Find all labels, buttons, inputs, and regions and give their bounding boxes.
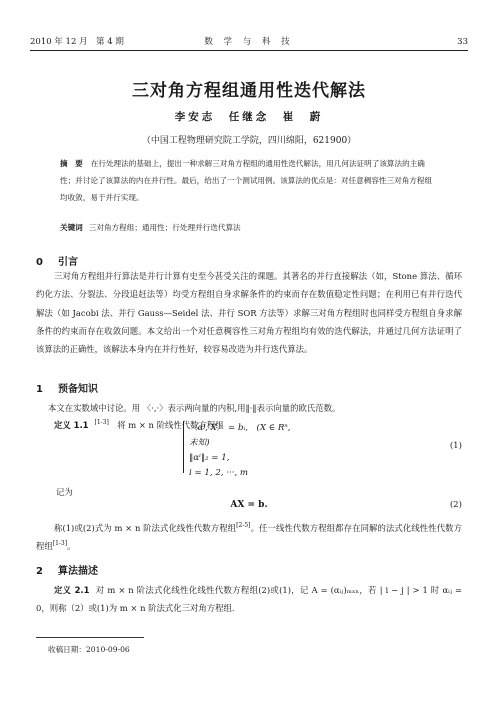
definition-label: 定义 1.1 — [54, 420, 89, 430]
citation: [1-3] — [52, 540, 68, 548]
citation: [1-3] — [94, 419, 109, 427]
citation: [2-5] — [236, 522, 251, 530]
paragraph-text: 。任一线性代数方程组都存在同解的法式化线性性代数方程组 — [36, 523, 463, 552]
header-page-number: 33 — [457, 37, 468, 47]
paper-affiliation: （中国工程物理研究院工学院，四川绵阳，621900） — [141, 136, 357, 146]
abstract-text: 在行处理法的基础上，提出一种求解三对角方程组的通用性迭代解法，用几何法证明了该算法的主确性；并讨论了该算法的内在并行性。最后，给出了一个测试用例。该算法的优点是：对任意稠容性三对角方程组均收敛，易于并行实现。 — [60, 159, 433, 202]
keywords — [60, 222, 438, 234]
section-title: 预备知识 — [58, 384, 98, 395]
section-title: 算法描述 — [58, 566, 98, 577]
section-number: 0 — [36, 257, 43, 268]
prelim-sentence: 本文在实数域中讨论。用 〈·,·〉表示两向量的内积,用‖·‖表示向量的欧氏范数。 — [48, 403, 341, 413]
paragraph-text: 称(1)或(2)式为 m × n 阶法式化线性代数方程组 — [54, 523, 237, 533]
paper-title: 三对角方程组通用性迭代解法 — [132, 81, 366, 101]
header-rule — [30, 50, 468, 51]
definition-text: 对 m × n 阶法式化线性化线性代数方程组(2)或(1)，记 A = (αᵢⱼ)ₘₓₙ，若 | i − j | > 1 时 αᵢⱼ = 0，则称（2）或(1)为 m × n 阶法式化三对角方程组. — [36, 585, 462, 614]
section-heading-2 — [36, 562, 98, 577]
section-title: 引言 — [58, 257, 78, 268]
equation-2: AX = b. — [230, 500, 268, 510]
equation-number-1: (1) — [449, 441, 462, 451]
equation-line: ‖αⁱ‖₂ = 1, — [189, 453, 230, 463]
equation-line: 〈αⁱ, X〉 = bᵢ, (X ∈ Rⁿ, 未知) — [189, 423, 291, 448]
definition-2-1 — [36, 581, 462, 618]
running-header — [30, 36, 468, 50]
keywords-text: 三对角方程组；通用性；行处理并行迭代算法 — [88, 223, 241, 232]
equation-line: i = 1, 2, ···, m — [189, 468, 249, 478]
equation-system-1 — [183, 421, 299, 478]
section-number: 1 — [36, 384, 43, 395]
header-journal: 数 学 与 科 技 — [204, 37, 294, 47]
received-date: 收稿日期：2010-09-06 — [48, 645, 130, 654]
definition-label: 定义 2.1 — [54, 585, 90, 595]
section-heading-0 — [36, 253, 78, 268]
header-issue: 2010 年 12 月 第 4 期 — [30, 37, 124, 47]
abstract — [60, 155, 438, 206]
paper-authors: 李安志 任继念 崔 蔚 — [174, 111, 324, 123]
abstract-label: 摘 要 — [60, 159, 83, 168]
paragraph-text: 。 — [67, 541, 76, 552]
equation-number-2: (2) — [449, 500, 462, 510]
definition-text: 将 m × n 阶线性代数方程组 — [117, 420, 224, 430]
intro-paragraph: 三对角方程组并行算法是并行计算有史至今甚受关注的课题。其著名的并行直接解法（如，Stone 算法、循环约化方法、分裂法、分段追赶法等）均受方程组自身求解条件的约束而存在数值稳定性问题；在利用已有并行迭代解法（如 Jacobi 法、并行 Gauss—Seidel 法、并行 SOR 方法等）求解三对角方程组时也同样受方程组自身求解条件的约束而存在收敛问题。本文给出一个对任意稠容性三对角方程组均有效的迭代解法，并通过几何方法证明了该算法的正确性，该解法本身内在并行性好，较容易改造为并行迭代算法。 — [36, 271, 462, 355]
footnote-rule — [36, 637, 144, 638]
section-heading-1 — [36, 380, 98, 395]
note-jiwei: 记为 — [56, 487, 73, 497]
keywords-label: 关键词 — [60, 223, 83, 232]
section-number: 2 — [36, 566, 43, 577]
normalized-system-paragraph — [36, 519, 462, 556]
